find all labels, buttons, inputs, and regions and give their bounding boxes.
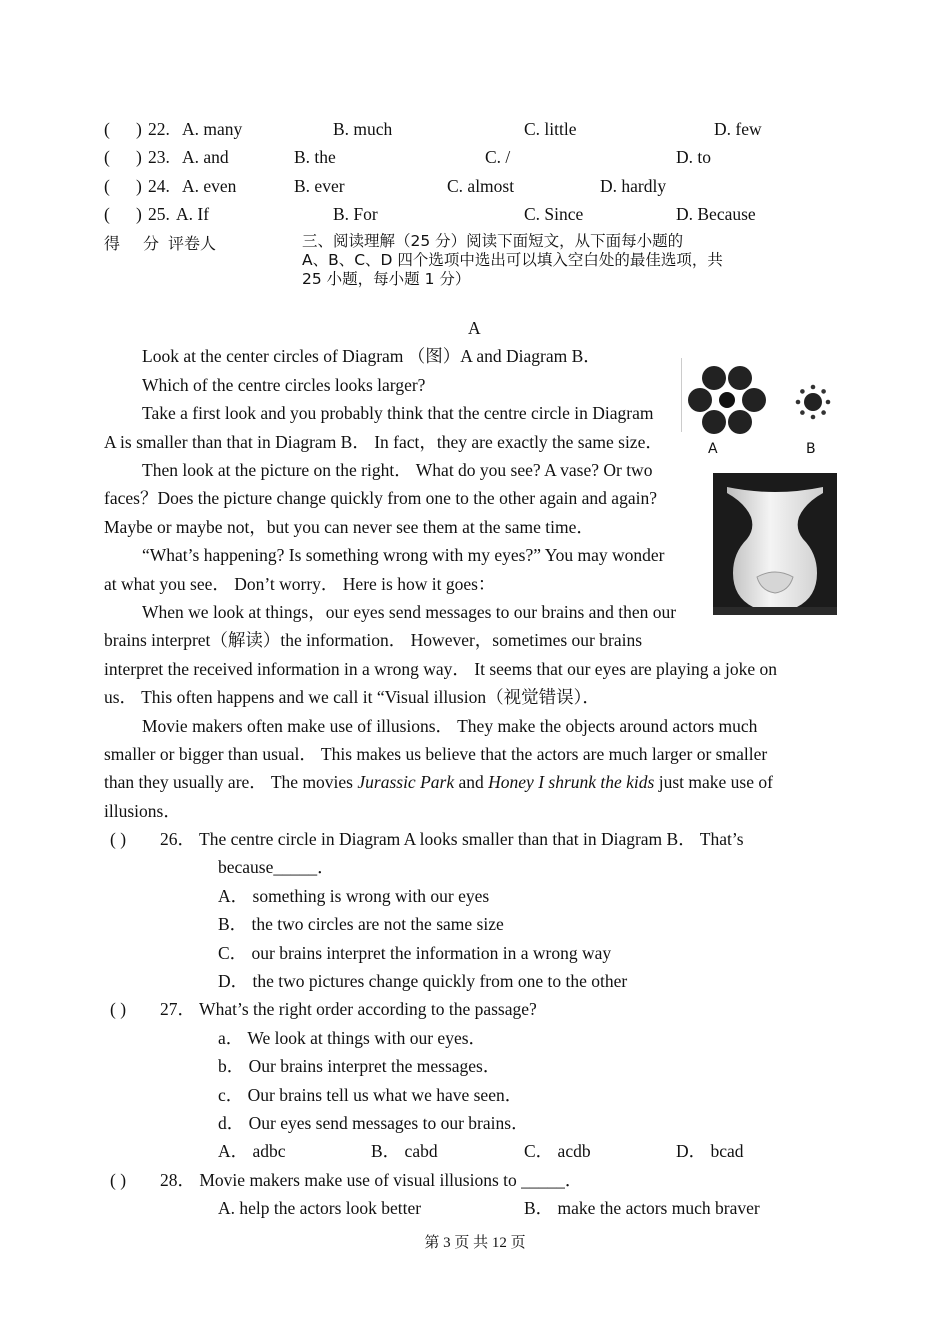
diagram-b-label: B (806, 441, 816, 457)
section-heading-line2: A、B、C、D 四个选项中选出可以填入空白处的最佳选项，共 (302, 251, 723, 269)
passage-line: illusions． (104, 801, 181, 821)
section-heading-line3: 25 小题，每小题 1 分） (302, 270, 471, 288)
question-number: 25. (148, 204, 170, 224)
option-a: A. help the actors look better (218, 1198, 422, 1218)
passage-line: interpret the received information in a wrong way． It seems that our eyes are playing a joke on (104, 659, 778, 679)
answer-paren[interactable]: ( ) (110, 829, 127, 849)
option-c: C. Since (524, 204, 584, 224)
passage-line: us． This often happens and we call it “Visual illusion（视觉错误）． (104, 687, 600, 707)
answer-paren-open: ( (104, 147, 110, 167)
passage-line: brains interpret（解读）the information． However，sometimes our brains (104, 630, 643, 650)
answer-paren-close: ) (136, 176, 142, 196)
question-number: 24. (148, 176, 170, 196)
option-d: D. hardly (600, 176, 667, 196)
option-d: D. few (714, 119, 762, 139)
option-d: D. to (676, 147, 711, 167)
answer-paren-close: ) (136, 147, 142, 167)
option-b: B． the two circles are not the same size (218, 914, 504, 934)
section-heading-line1: 三、阅读理解（25 分）阅读下面短文，从下面每小题的 (302, 232, 684, 250)
answer-paren-close: ) (136, 119, 142, 139)
passage-line: at what you see． Don’t worry． Here is how it goes： (104, 574, 496, 594)
score-label-fen: 分 (143, 234, 160, 253)
score-label-de: 得 (104, 234, 121, 253)
answer-paren[interactable]: ( ) (110, 1170, 127, 1190)
passage-line: Then look at the picture on the right． What do you see? A vase? Or two (142, 460, 653, 480)
question-stem: 27． What’s the right order according to the passage? (160, 999, 537, 1019)
question-stem-continued: because_____． (218, 857, 335, 877)
passage-line: Look at the center circles of Diagram （图）A and Diagram B． (142, 346, 601, 366)
answer-paren-close: ) (136, 204, 142, 224)
option-d: D． bcad (676, 1141, 744, 1161)
passage-line: smaller or bigger than usual． This makes us believe that the actors are much larger or smaller (104, 744, 768, 764)
passage-line: Movie makers often make use of illusions． They make the objects around actors much (142, 716, 758, 736)
diagram-a (684, 362, 770, 438)
passage-line: A is smaller than that in Diagram B． In fact，they are exactly the same size． (104, 432, 663, 452)
option-b: B． make the actors much braver (524, 1198, 760, 1218)
diagram-b (793, 382, 833, 422)
answer-paren-open: ( (104, 204, 110, 224)
answer-paren[interactable]: ( ) (110, 999, 127, 1019)
sequence-item-c: c． Our brains tell us what we have seen． (218, 1085, 523, 1105)
option-a: A． adbc (218, 1141, 286, 1161)
passage-line: Maybe or maybe not，but you can never see them at the same time． (104, 517, 594, 537)
option-b: B. the (294, 147, 336, 167)
answer-paren-open: ( (104, 176, 110, 196)
option-a: A. even (182, 176, 237, 196)
sequence-item-d: d． Our eyes send messages to our brains． (218, 1113, 529, 1133)
passage-label: A (468, 318, 481, 338)
figure-divider (681, 358, 682, 432)
sequence-item-a: a． We look at things with our eyes． (218, 1028, 487, 1048)
sequence-item-b: b． Our brains interpret the messages． (218, 1056, 501, 1076)
passage-line: Which of the centre circles looks larger? (142, 375, 426, 395)
vase-faces-illusion-image (713, 473, 837, 615)
page-footer: 第 3 页 共 12 页 (424, 1235, 526, 1251)
option-b: B. For (333, 204, 378, 224)
option-a: A. If (176, 204, 210, 224)
option-c: C. little (524, 119, 577, 139)
option-b: B． cabd (371, 1141, 438, 1161)
option-a: A. many (182, 119, 243, 139)
option-c: C. almost (447, 176, 515, 196)
passage-line: faces？Does the picture change quickly from one to the other again and again? (104, 488, 657, 508)
question-number: 22. (148, 119, 170, 139)
question-number: 23. (148, 147, 170, 167)
answer-paren-open: ( (104, 119, 110, 139)
option-d: D． the two pictures change quickly from one to the other (218, 971, 628, 991)
movie-title: Honey I shrunk the kids (488, 772, 655, 792)
passage-line: “What’s happening? Is something wrong with my eyes?” You may wonder (142, 545, 665, 565)
diagram-a-label: A (708, 441, 718, 457)
option-c: C． our brains interpret the information in a wrong way (218, 943, 612, 963)
question-stem: 26． The centre circle in Diagram A looks smaller than that in Diagram B． That’s (160, 829, 744, 849)
reviewer-label: 评卷人 (168, 234, 217, 253)
option-c: C． acdb (524, 1141, 591, 1161)
passage-line: than they usually are． The movies Jurassic Park and Honey I shrunk the kids just make use of (104, 772, 773, 792)
option-a: A． something is wrong with our eyes (218, 886, 490, 906)
passage-line: Take a first look and you probably think that the centre circle in Diagram (142, 403, 654, 423)
question-stem: 28． Movie makers make use of visual illusions to _____． (160, 1170, 583, 1190)
option-d: D. Because (676, 204, 756, 224)
movie-title: Jurassic Park (357, 772, 455, 792)
option-a: A. and (182, 147, 229, 167)
option-b: B. ever (294, 176, 345, 196)
passage-line: When we look at things，our eyes send messages to our brains and then our (142, 602, 677, 622)
option-b: B. much (333, 119, 393, 139)
option-c: C. / (485, 147, 511, 167)
